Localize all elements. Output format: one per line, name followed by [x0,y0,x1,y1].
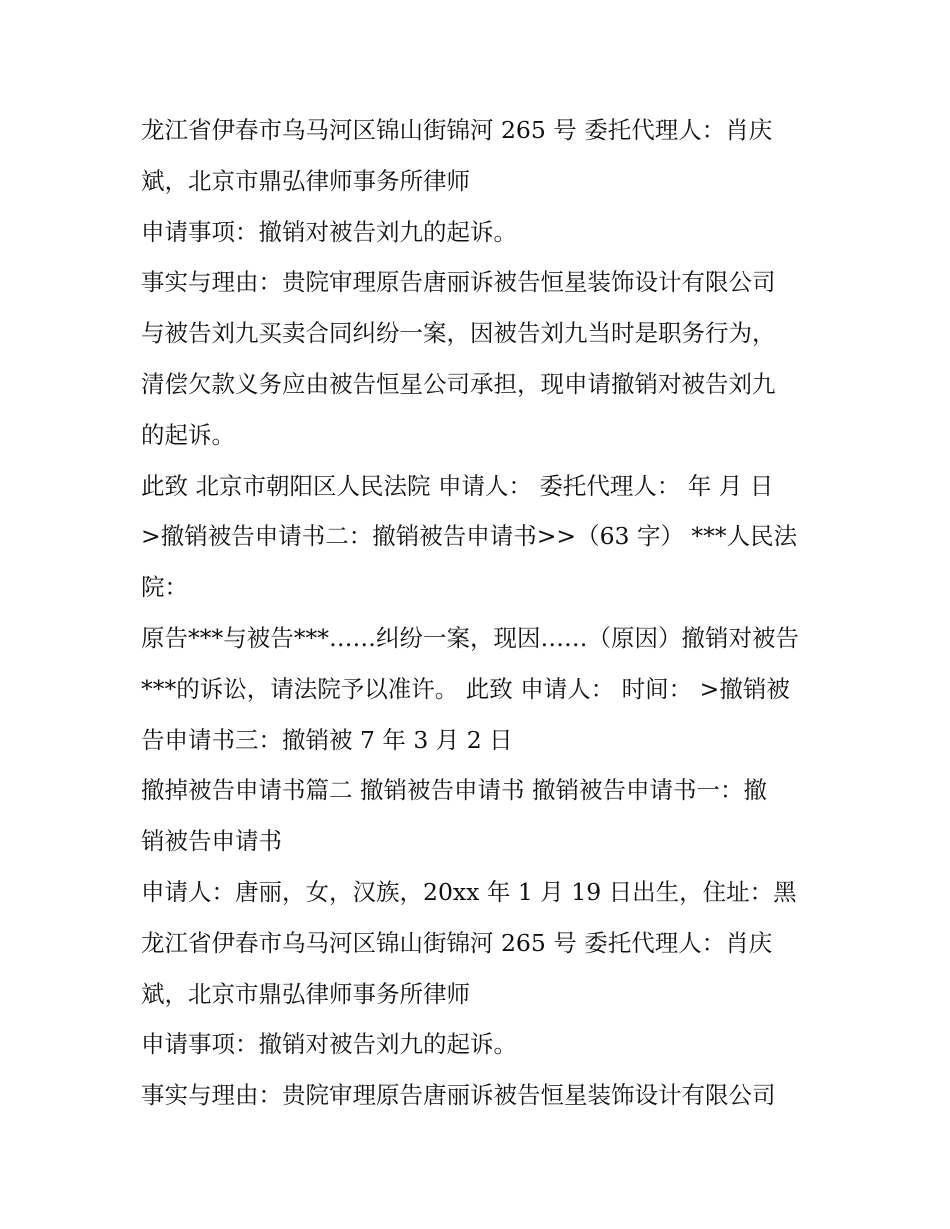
text-line: >撤销被告申请书二：撤销被告申请书>>（63 字） ***人民法 [141,522,798,551]
text-line: 清偿欠款义务应由被告恒星公司承担，现申请撤销对被告刘九 [141,369,776,398]
text-line: 的起诉。 [141,420,235,449]
text-line: 撤掉被告申请书篇二 撤销被告申请书 撤销被告申请书一：撤 [141,776,767,805]
text-line: 龙江省伊春市乌马河区锦山街锦河 265 号 委托代理人：肖庆 [141,928,773,957]
text-line: 告申请书三：撤销被 7 年 3 月 2 日 [141,725,513,754]
text-line: 与被告刘九买卖合同纠纷一案，因被告刘九当时是职务行为， [141,319,776,348]
text-line: 斌，北京市鼎弘律师事务所律师 [141,166,470,195]
text-line: 申请事项：撤销对被告刘九的起诉。 [141,217,517,246]
text-line: 申请事项：撤销对被告刘九的起诉。 [141,1030,517,1059]
text-line: 申请人：唐丽，女，汉族，20xx 年 1 月 19 日出生，住址：黑 [141,877,797,906]
text-line: 龙江省伊春市乌马河区锦山街锦河 265 号 委托代理人：肖庆 [141,116,773,144]
text-line: 原告***与被告***……纠纷一案，现因……（原因）撤销对被告 [141,623,799,652]
text-line: 斌，北京市鼎弘律师事务所律师 [141,979,470,1008]
text-line: 此致 北京市朝阳区人民法院 申请人： 委托代理人： 年 月 日 [141,471,774,500]
text-line: 事实与理由：贵院审理原告唐丽诉被告恒星装饰设计有限公司 [141,268,776,297]
text-line: 销被告申请书 [141,827,282,856]
text-line: ***的诉讼，请法院予以准许。 此致 申请人： 时间： >撤销被 [141,674,790,703]
text-line: 院： [141,573,188,602]
document-body [141,105,821,1121]
text-line: 事实与理由：贵院审理原告唐丽诉被告恒星装饰设计有限公司 [141,1081,776,1110]
